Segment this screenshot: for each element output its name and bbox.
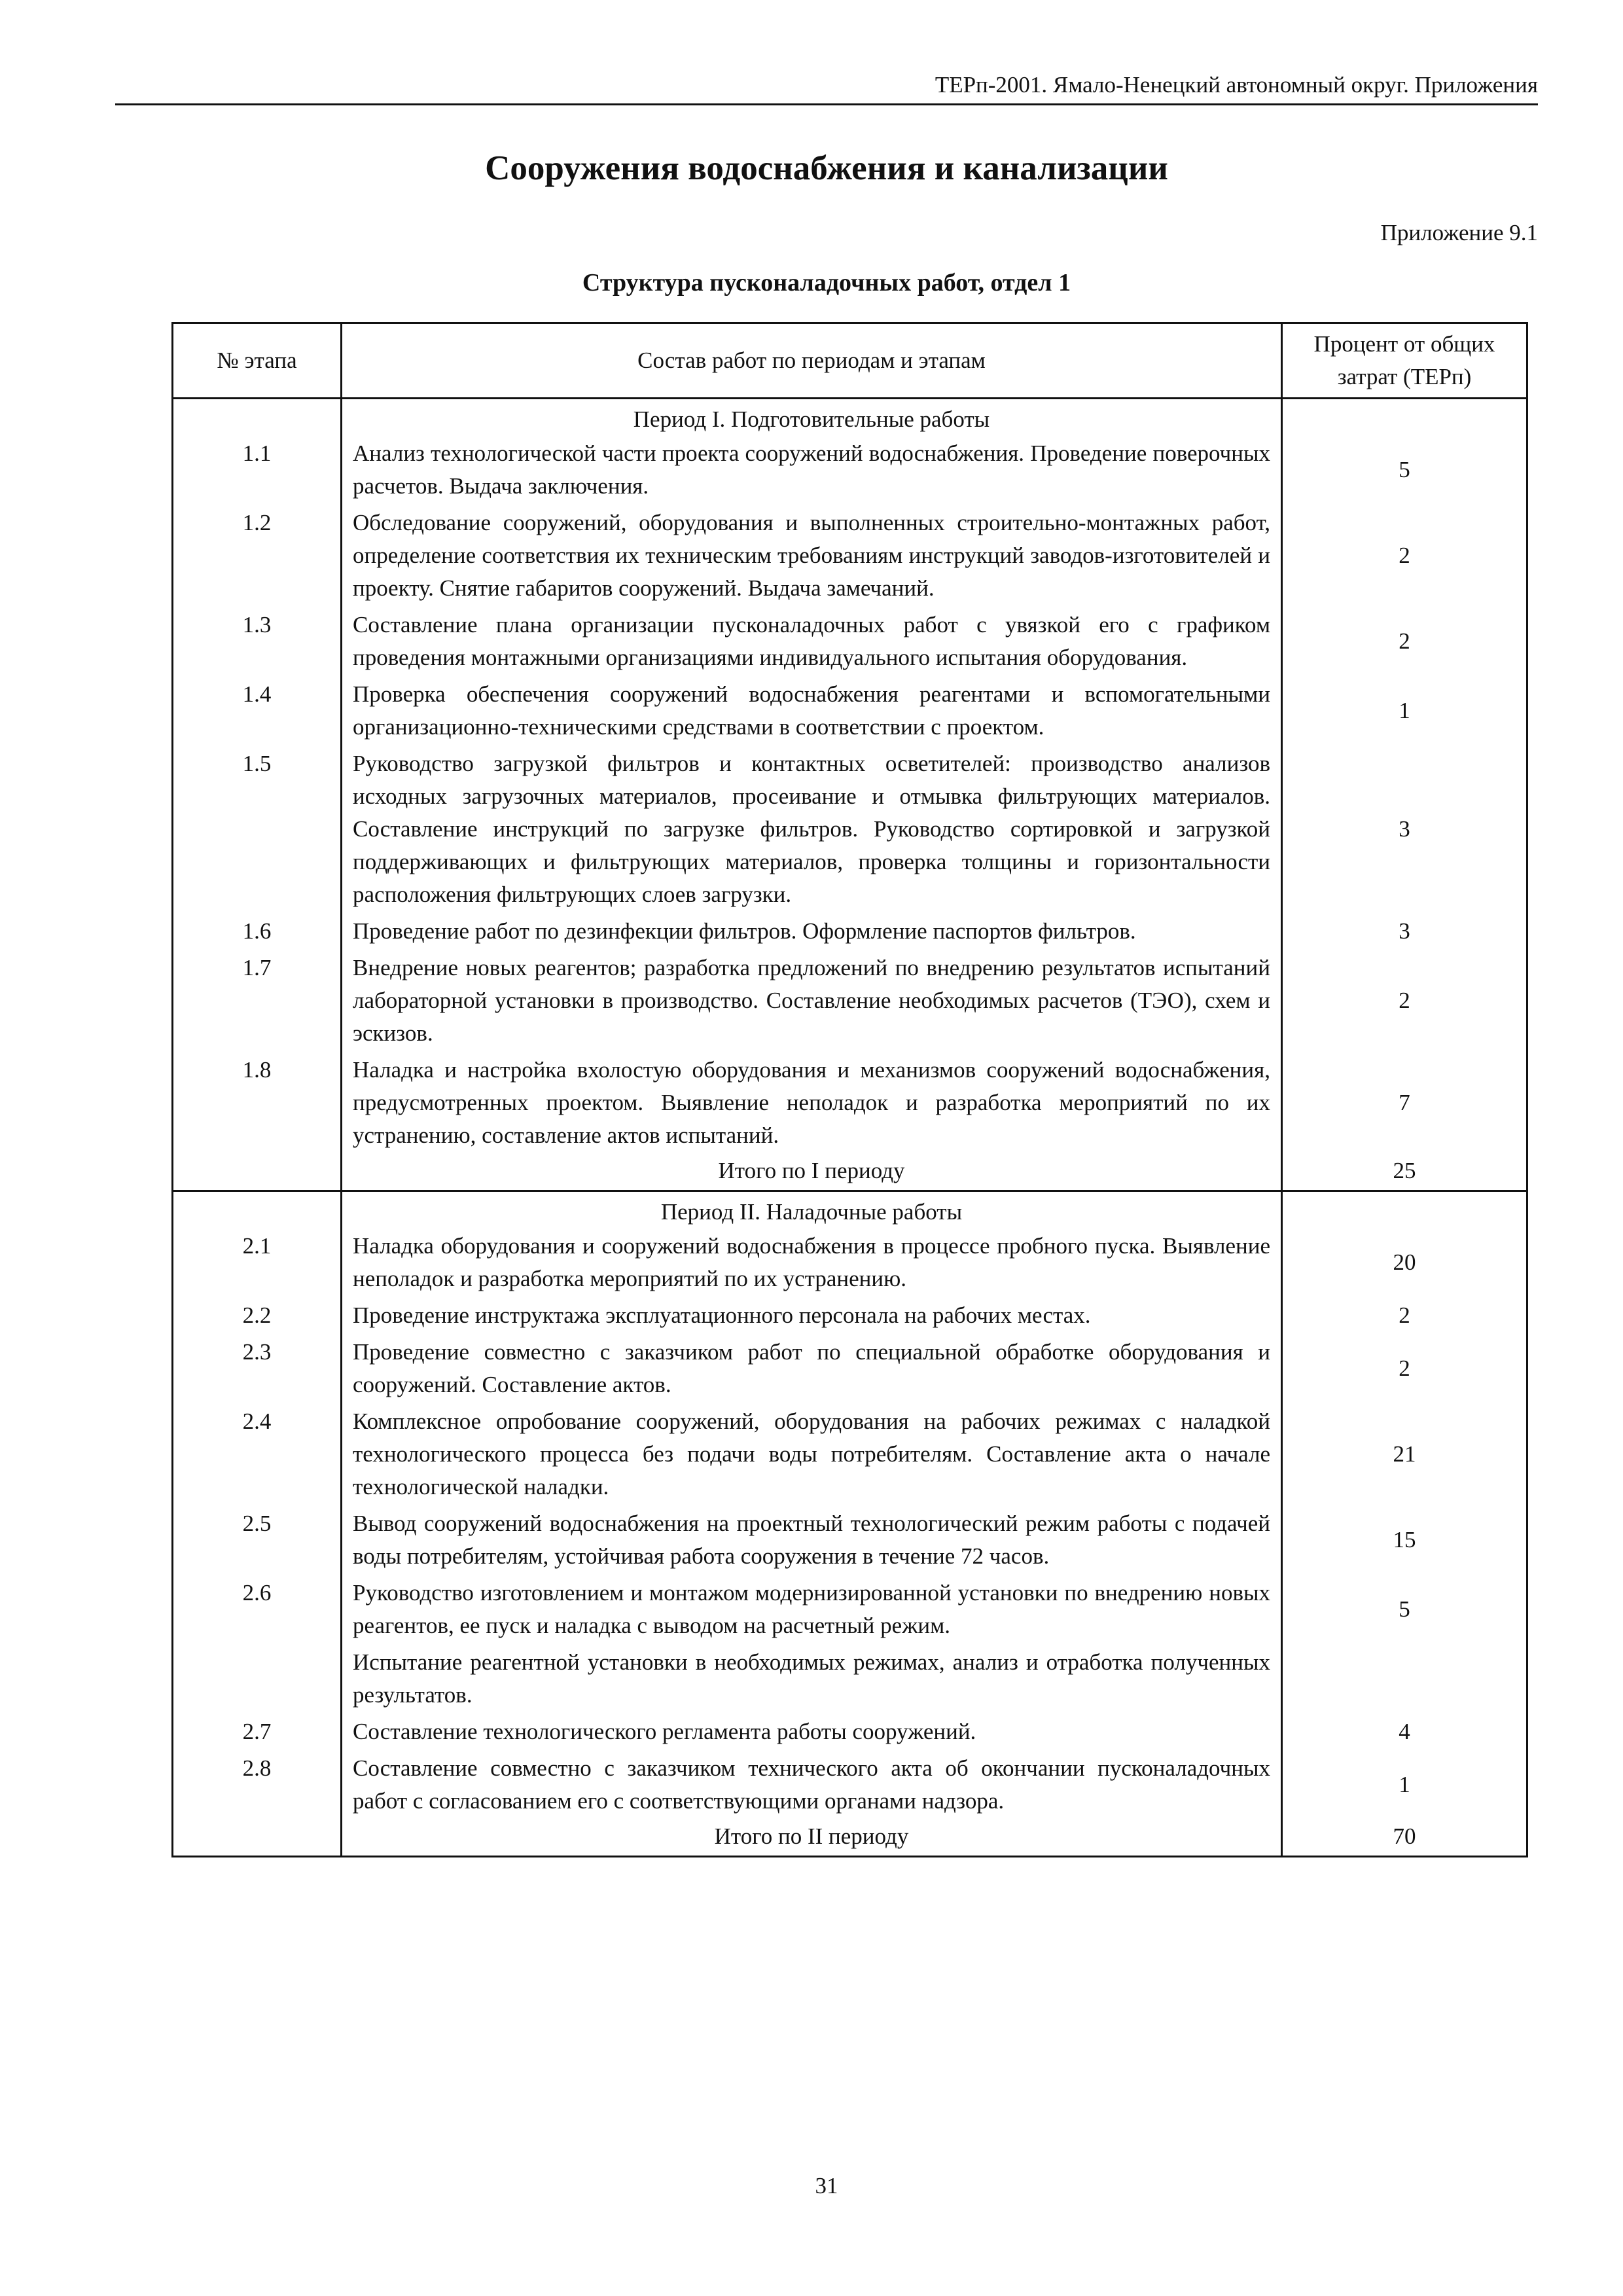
stage-number: 1.1: [173, 436, 342, 505]
subtotal-row: [173, 1820, 1527, 1857]
work-description: Руководство изготовлением и монтажом модернизированной установки по внедрению новых реагентов, ее пуск и наладка с выводом на расчетный режим.: [342, 1575, 1282, 1645]
work-description: Внедрение новых реагентов; разработка предложений по внедрению результатов испытаний лабораторной установки в производство. Составление необходимых расчетов (ТЭО), схем и эскизов.: [342, 950, 1282, 1052]
stage-number: [173, 1645, 342, 1714]
works-structure-table: [171, 322, 1528, 1857]
percent-value: 5: [1282, 436, 1527, 505]
table-row: [173, 1229, 1527, 1298]
percent-value: 5: [1282, 1575, 1527, 1645]
running-head: ТЕРп-2001. Ямало-Ненецкий автономный округ. Приложения: [115, 71, 1538, 105]
work-description: Проведение работ по дезинфекции фильтров. Оформление паспортов фильтров.: [342, 914, 1282, 950]
percent-value: 2: [1282, 1335, 1527, 1404]
percent-value: 3: [1282, 746, 1527, 914]
table-row: [173, 914, 1527, 950]
work-description: Испытание реагентной установки в необходимых режимах, анализ и отработка полученных результатов.: [342, 1645, 1282, 1714]
table-row: [173, 505, 1527, 607]
header-work-composition: Состав работ по периодам и этапам: [342, 323, 1282, 399]
work-description: Руководство загрузкой фильтров и контактных осветителей: производство анализов исходных загрузочных материалов, просеивание и отмывка фильтрующих материалов. Составление инструкций по загрузке фильтров. Руководство сортировкой и загрузкой поддерживающих и фильтрующих материалов, проверка толщины и горизонтальности расположения фильтрующих слоев загрузки.: [342, 746, 1282, 914]
header-percent: Процент от общих затрат (ТЕРп): [1282, 323, 1527, 399]
work-description: Наладка оборудования и сооружений водоснабжения в процессе пробного пуска. Выявление неполадок и разработка мероприятий по их устранению.: [342, 1229, 1282, 1298]
stage-number: 1.5: [173, 746, 342, 914]
percent-value: 21: [1282, 1404, 1527, 1506]
percent-value: 7: [1282, 1052, 1527, 1155]
percent-value: 2: [1282, 1298, 1527, 1335]
period-stage-empty: [173, 1191, 342, 1229]
stage-number: 1.3: [173, 607, 342, 677]
percent-value: 2: [1282, 950, 1527, 1052]
period-percent-empty: [1282, 1191, 1527, 1229]
table-row: [173, 607, 1527, 677]
percent-value: 1: [1282, 1751, 1527, 1820]
header-stage-number: № этапа: [173, 323, 342, 399]
period-title: Период II. Наладочные работы: [342, 1191, 1282, 1229]
work-description: Наладка и настройка вхолостую оборудования и механизмов сооружений водоснабжения, предусмотренных проектом. Выявление неполадок и разработка мероприятий по их устранению, составление актов испытаний.: [342, 1052, 1282, 1155]
period-header-row: [173, 1191, 1527, 1229]
table-row: [173, 436, 1527, 505]
stage-number: 2.2: [173, 1298, 342, 1335]
stage-number: 1.6: [173, 914, 342, 950]
table-row: [173, 1506, 1527, 1575]
work-description: Составление совместно с заказчиком технического акта об окончании пусконаладочных работ с согласованием его с соответствующими органами надзора.: [342, 1751, 1282, 1820]
stage-number: 1.7: [173, 950, 342, 1052]
period-percent-empty: [1282, 399, 1527, 437]
stage-number: 1.2: [173, 505, 342, 607]
stage-number: 1.8: [173, 1052, 342, 1155]
table-row: [173, 1751, 1527, 1820]
stage-number: 2.4: [173, 1404, 342, 1506]
percent-value: 1: [1282, 677, 1527, 746]
work-description: Проведение инструктажа эксплуатационного персонала на рабочих местах.: [342, 1298, 1282, 1335]
stage-number: 1.4: [173, 677, 342, 746]
work-description: Обследование сооружений, оборудования и выполненных строительно-монтажных работ, определение соответствия их техническим требованиям инструкций заводов-изготовителей и проекту. Снятие габаритов сооружений. Выдача замечаний.: [342, 505, 1282, 607]
subtotal-label: Итого по I периоду: [342, 1155, 1282, 1191]
work-description: Составление плана организации пусконаладочных работ с увязкой его с графиком проведения монтажными организациями индивидуального испытания оборудования.: [342, 607, 1282, 677]
table-row: [173, 1714, 1527, 1751]
table-caption: Структура пусконаладочных работ, отдел 1: [582, 269, 1071, 296]
percent-value: 4: [1282, 1714, 1527, 1751]
stage-number: 2.5: [173, 1506, 342, 1575]
table-row: [173, 1575, 1527, 1645]
work-description: Составление технологического регламента работы сооружений.: [342, 1714, 1282, 1751]
table-body: [173, 399, 1527, 1857]
subtotal-stage-empty: [173, 1155, 342, 1191]
page-number: 31: [815, 2173, 838, 2198]
subtotal-value: 25: [1282, 1155, 1527, 1191]
work-description: Анализ технологической части проекта сооружений водоснабжения. Проведение поверочных расчетов. Выдача заключения.: [342, 436, 1282, 505]
stage-number: 2.7: [173, 1714, 342, 1751]
page-title: Сооружения водоснабжения и канализации: [485, 149, 1168, 187]
table-row: [173, 746, 1527, 914]
stage-number: 2.6: [173, 1575, 342, 1645]
table-row: [173, 1052, 1527, 1155]
table-row: [173, 1335, 1527, 1404]
percent-value: [1282, 1645, 1527, 1714]
table-header-row: [173, 323, 1527, 399]
subtotal-value: 70: [1282, 1820, 1527, 1857]
table-row: [173, 1404, 1527, 1506]
period-stage-empty: [173, 399, 342, 437]
subtotal-stage-empty: [173, 1820, 342, 1857]
work-description: Комплексное опробование сооружений, оборудования на рабочих режимах с наладкой технологического процесса без подачи воды потребителям. Составление акта о начале технологической наладки.: [342, 1404, 1282, 1506]
percent-value: 15: [1282, 1506, 1527, 1575]
table-row: [173, 677, 1527, 746]
subtotal-label: Итого по II периоду: [342, 1820, 1282, 1857]
appendix-reference: Приложение 9.1: [1380, 220, 1538, 245]
period-header-row: [173, 399, 1527, 437]
percent-value: 2: [1282, 607, 1527, 677]
stage-number: 2.8: [173, 1751, 342, 1820]
period-title: Период I. Подготовительные работы: [342, 399, 1282, 437]
percent-value: 2: [1282, 505, 1527, 607]
stage-number: 2.3: [173, 1335, 342, 1404]
table-row: [173, 1298, 1527, 1335]
stage-number: 2.1: [173, 1229, 342, 1298]
work-description: Вывод сооружений водоснабжения на проектный технологический режим работы с подачей воды потребителям, устойчивая работа сооружения в течение 72 часов.: [342, 1506, 1282, 1575]
percent-value: 3: [1282, 914, 1527, 950]
table-row: [173, 950, 1527, 1052]
work-description: Проведение совместно с заказчиком работ по специальной обработке оборудования и сооружений. Составление актов.: [342, 1335, 1282, 1404]
percent-value: 20: [1282, 1229, 1527, 1298]
work-description: Проверка обеспечения сооружений водоснабжения реагентами и вспомогательными организационно-техническими средствами в соответствии с проектом.: [342, 677, 1282, 746]
subtotal-row: [173, 1155, 1527, 1191]
table-row: [173, 1645, 1527, 1714]
